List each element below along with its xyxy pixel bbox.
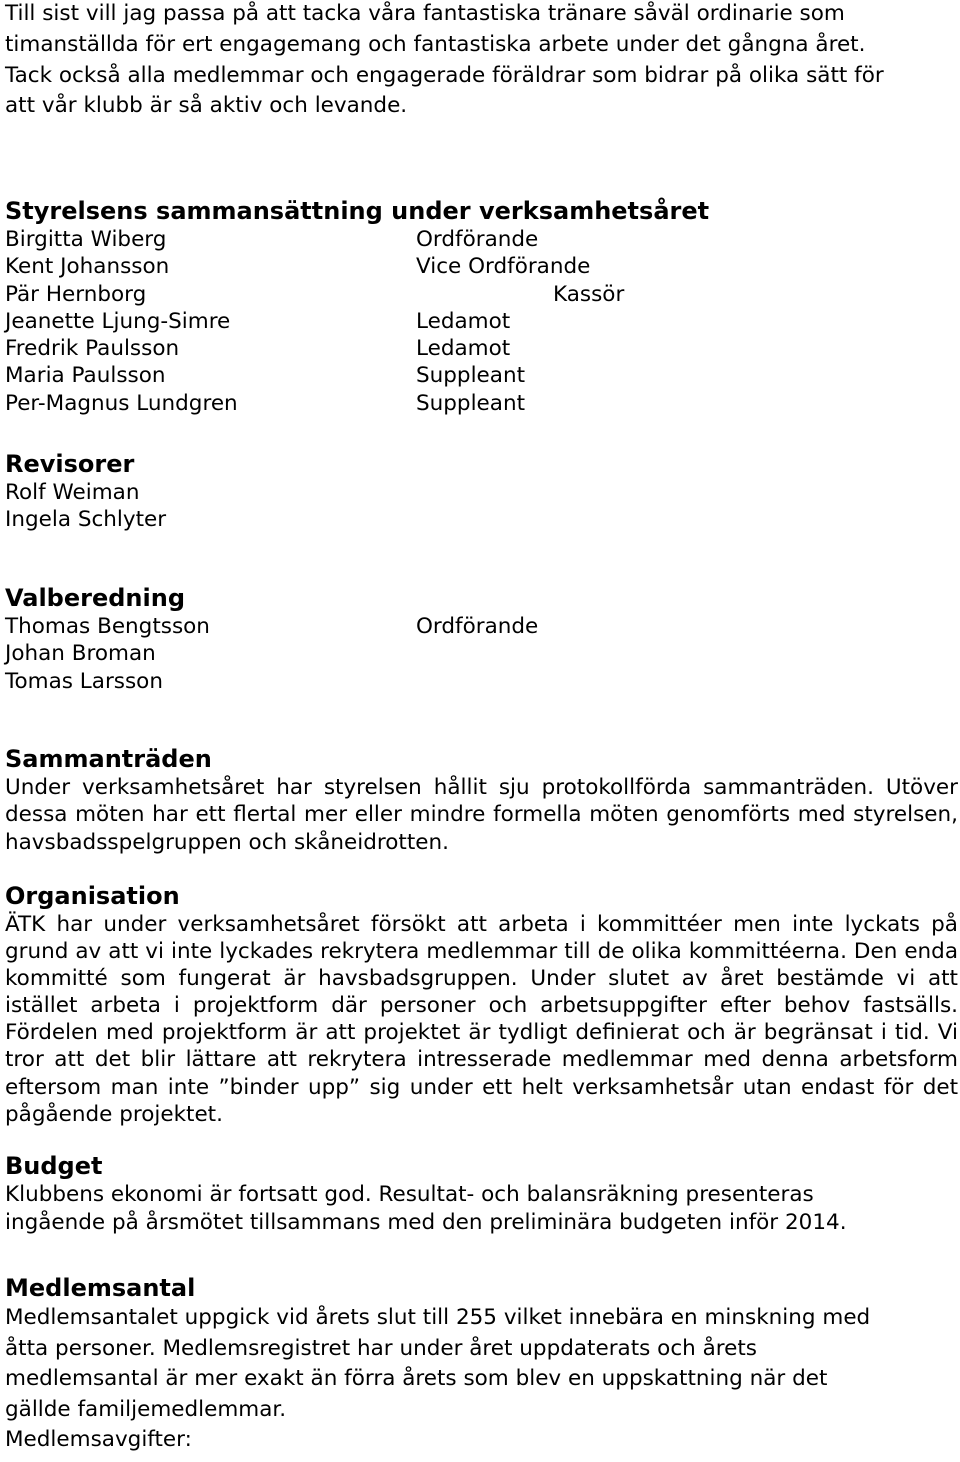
member-role: Ledamot [416, 336, 511, 362]
board-list [5, 226, 709, 417]
nomination-row [5, 613, 538, 640]
budget-heading: Budget [5, 1152, 103, 1180]
organisation-text: ÄTK har under verksamhetsåret försökt att arbeta i kommittéer men inte lyckats på grund av att vi inte lyckades rekrytera medlemmar till de olika kommittéerna. Den enda kommitté som fungerat är havsbadsgruppen. Under slutet av året bestämde vi att istället arbeta i projektform där personer och arbetsuppgifter efter behov fastsälls. Fördelen med projektform är att projektet är tydligt definierat och är begränsat i tid. Vi tror att det blir lättare att rekrytera intresserade medlemmar med denna arbetsform eftersom man inte ”binder upp” sig under ett helt verksamhetsår utan endast för det pågående projektet. [5, 912, 958, 1127]
organisation-heading: Organisation [5, 882, 180, 910]
board-row [5, 362, 709, 389]
member-count-section [5, 1273, 870, 1456]
member-role: Vice Ordförande [416, 254, 591, 280]
meetings-section [5, 744, 958, 856]
nomination-heading: Valberedning [5, 584, 186, 612]
intro-paragraph [5, 0, 884, 122]
member-count-line: Medlemsantalet uppgick vid årets slut till 255 vilket innebära en minskning med [5, 1305, 871, 1330]
member-role: Ledamot [416, 308, 511, 334]
board-row [5, 281, 709, 308]
member-count-line: åtta personer. Medlemsregistret har under året uppdaterats och årets [5, 1335, 758, 1361]
member-name: Kent Johansson [5, 254, 170, 280]
member-name: Birgitta Wiberg [5, 227, 167, 252]
member-role: Suppleant [416, 390, 526, 416]
auditors-heading: Revisorer [5, 450, 135, 478]
meetings-heading: Sammanträden [5, 745, 212, 773]
member-count-heading: Medlemsantal [5, 1274, 196, 1302]
intro-line: att vår klubb är så aktiv och levande. [5, 93, 408, 119]
intro-line: Tack också alla medlemmar och engagerade föräldrar som bidrar på olika sätt för [5, 62, 884, 88]
member-role: Suppleant [416, 363, 526, 389]
member-count-line: gällde familjemedlemmar. [5, 1396, 287, 1422]
board-row [5, 253, 709, 280]
auditor-name: Ingela Schlyter [5, 507, 167, 533]
member-fees-label: Medlemsavgifter: [5, 1427, 192, 1452]
intro-line: Till sist vill jag passa på att tacka våra fantastiska tränare såväl ordinarie som [5, 1, 845, 26]
board-row [5, 335, 709, 362]
board-row [5, 390, 709, 417]
member-role: Ordförande [416, 614, 539, 639]
board-section [5, 196, 709, 417]
auditor-name: Rolf Weiman [5, 480, 140, 505]
board-row [5, 308, 709, 335]
member-name: Maria Paulsson [5, 363, 166, 389]
member-name: Pär Hernborg [5, 281, 147, 307]
budget-line: Klubbens ekonomi är fortsatt god. Resultat- och balansräkning presenteras [5, 1182, 814, 1207]
member-role: Ordförande [416, 227, 539, 252]
nomination-row [5, 668, 538, 695]
intro-line: timanställda för ert engagemang och fantastiska arbete under det gångna året. [5, 31, 866, 57]
board-row [5, 226, 709, 253]
member-name: Per-Magnus Lundgren [5, 390, 238, 416]
member-role: Kassör [553, 281, 625, 307]
member-name: Thomas Bengtsson [5, 614, 210, 639]
auditors-section [5, 449, 166, 534]
budget-line: ingående på årsmötet tillsammans med den preliminära budgeten inför 2014. [5, 1209, 847, 1235]
organisation-section [5, 881, 958, 1128]
budget-section [5, 1151, 847, 1236]
nomination-row [5, 640, 538, 667]
meetings-text: Under verksamhetsåret har styrelsen hållit sju protokollförda sammanträden. Utöver dessa möten har ett flertal mer eller mindre formella möten genomförts med styrelsen, havsbadsspelgruppen och skåneidrotten. [5, 775, 958, 855]
board-heading: Styrelsens sammansättning under verksamhetsåret [5, 197, 710, 225]
member-name: Johan Broman [5, 641, 156, 667]
member-count-line: medlemsantal är mer exakt än förra årets som blev en uppskattning när det [5, 1366, 828, 1391]
nomination-section [5, 583, 538, 695]
member-name: Jeanette Ljung-Simre [5, 308, 231, 334]
member-name: Tomas Larsson [5, 668, 163, 694]
member-name: Fredrik Paulsson [5, 336, 180, 362]
